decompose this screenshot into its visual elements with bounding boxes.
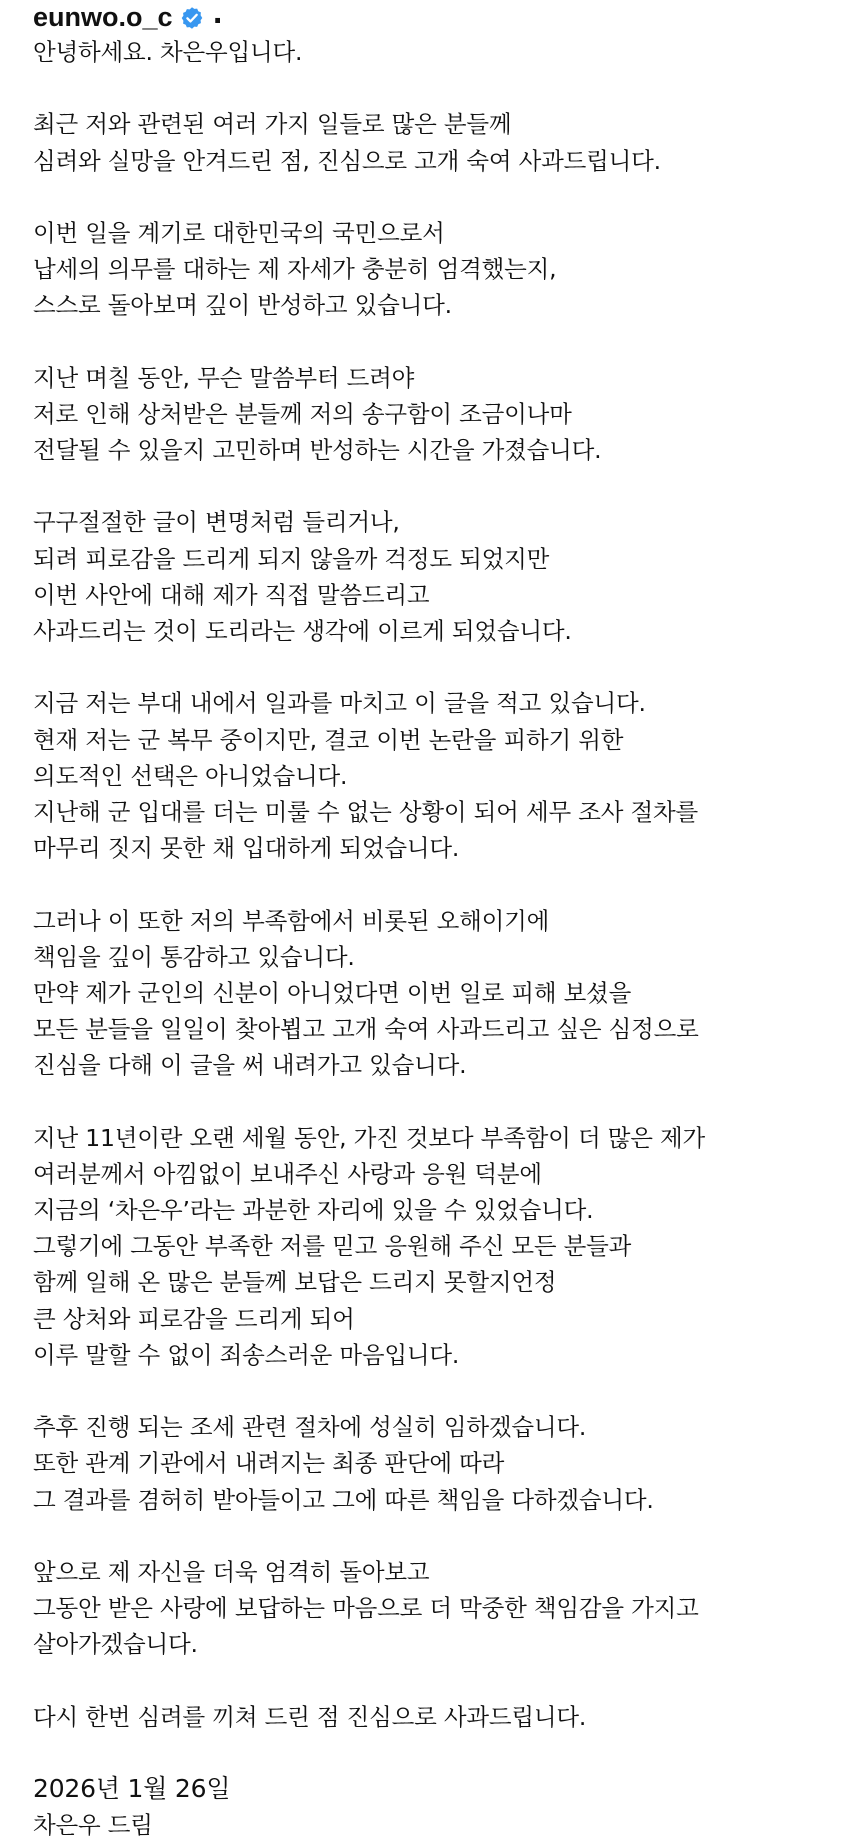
- caption-line: 안녕하세요. 차은우입니다.: [33, 38, 303, 66]
- caption-blank-line: [33, 179, 833, 215]
- instagram-post: [33, 0, 833, 1843]
- verified-badge-icon: [180, 6, 204, 30]
- caption-line: 또한 관계 기관에서 내려지는 최종 판단에 따라: [33, 1449, 505, 1478]
- caption-signature: 차은우 드림: [33, 1811, 153, 1840]
- caption-blank-line: [33, 1735, 833, 1771]
- caption-blank-line: [33, 1518, 833, 1554]
- caption-blank-line: [33, 324, 833, 360]
- header-separator: .: [212, 0, 223, 30]
- caption-line: 지금의 ‘차은우’라는 과분한 자리에 있을 수 있었습니다.: [33, 1196, 594, 1224]
- caption-line: 큰 상처와 피로감을 드리게 되어: [33, 1304, 355, 1333]
- caption-line: 그러나 이 또한 저의 부족함에서 비롯된 오해이기에: [33, 906, 550, 935]
- caption-line: 이번 일을 계기로 대한민국의 국민으로서: [33, 218, 445, 247]
- caption-line: 저로 인해 상처받은 분들께 저의 송구함이 조금이나마: [33, 399, 572, 428]
- caption-line: 책임을 깊이 통감하고 있습니다.: [33, 942, 355, 971]
- caption-line: 납세의 의무를 대하는 제 자세가 충분히 엄격했는지,: [33, 255, 557, 284]
- caption-line: 그 결과를 겸허히 받아들이고 그에 따른 책임을 다하겠습니다.: [33, 1485, 654, 1514]
- caption-blank-line: [33, 70, 833, 106]
- caption-line: 앞으로 제 자신을 더욱 엄격히 돌아보고: [33, 1557, 430, 1586]
- caption-line: 구구절절한 글이 변명처럼 들리거나,: [33, 508, 400, 537]
- caption-line: 지난 며칠 동안, 무슨 말씀부터 드려야: [33, 363, 415, 392]
- caption-line: 추후 진행 되는 조세 관련 절차에 성실히 임하겠습니다.: [33, 1413, 587, 1442]
- caption-blank-line: [33, 1662, 833, 1698]
- caption-line: 사과드리는 것이 도리라는 생각에 이르게 되었습니다.: [33, 617, 572, 645]
- caption-line: 모든 분들을 일일이 찾아뵙고 고개 숙여 사과드리고 싶은 심정으로: [33, 1015, 699, 1044]
- post-caption: [33, 34, 833, 1771]
- caption-blank-line: [33, 866, 833, 902]
- caption-line: 의도적인 선택은 아니었습니다.: [33, 761, 348, 790]
- caption-line: 현재 저는 군 복무 중이지만, 결코 이번 논란을 피하기 위한: [33, 725, 624, 754]
- caption-blank-line: [33, 468, 833, 504]
- caption-blank-line: [33, 649, 833, 685]
- caption-line: 전달될 수 있을지 고민하며 반성하는 시간을 가졌습니다.: [33, 436, 602, 465]
- caption-signoff: [33, 1771, 833, 1843]
- caption-line: 이번 사안에 대해 제가 직접 말씀드리고: [33, 580, 430, 609]
- caption-line: 되려 피로감을 드리게 되지 않을까 걱정도 되었지만: [33, 544, 550, 573]
- caption-line: 여러분께서 아낌없이 보내주신 사랑과 응원 덕분에: [33, 1159, 542, 1188]
- caption-line: 지난해 군 입대를 더는 미룰 수 없는 상황이 되어 세무 조사 절차를: [33, 797, 698, 826]
- caption-line: 심려와 실망을 안겨드린 점, 진심으로 고개 숙여 사과드립니다.: [33, 146, 661, 175]
- caption-line: 살아가겠습니다.: [33, 1630, 198, 1659]
- caption-line: 이루 말할 수 없이 죄송스러운 마음입니다.: [33, 1340, 460, 1369]
- caption-line: 만약 제가 군인의 신분이 아니었다면 이번 일로 피해 보셨을: [33, 978, 632, 1007]
- caption-line: 지금 저는 부대 내에서 일과를 마치고 이 글을 적고 있습니다.: [33, 689, 646, 718]
- username-link[interactable]: eunwo.o_c: [33, 1, 173, 32]
- caption-line: 마무리 짓지 못한 채 입대하게 되었습니다.: [33, 834, 460, 863]
- caption-blank-line: [33, 1083, 833, 1119]
- caption-line: 진심을 다해 이 글을 써 내려가고 있습니다.: [33, 1051, 467, 1080]
- caption-date: 2026년 1월 26일: [33, 1774, 231, 1803]
- caption-line: 다시 한번 심려를 끼쳐 드린 점 진심으로 사과드립니다.: [33, 1702, 587, 1731]
- caption-line: 지난 11년이란 오랜 세월 동안, 가진 것보다 부족함이 더 많은 제가: [33, 1123, 705, 1152]
- caption-blank-line: [33, 1373, 833, 1409]
- caption-line: 함께 일해 온 많은 분들께 보답은 드리지 못할지언정: [33, 1268, 557, 1297]
- caption-line: 최근 저와 관련된 여러 가지 일들로 많은 분들께: [33, 110, 512, 139]
- caption-line: 스스로 돌아보며 깊이 반성하고 있습니다.: [33, 291, 452, 320]
- caption-line: 그동안 받은 사랑에 보답하는 마음으로 더 막중한 책임감을 가지고: [33, 1594, 699, 1623]
- caption-line: 그렇기에 그동안 부족한 저를 믿고 응원해 주신 모든 분들과: [33, 1232, 632, 1261]
- post-header: [33, 0, 833, 34]
